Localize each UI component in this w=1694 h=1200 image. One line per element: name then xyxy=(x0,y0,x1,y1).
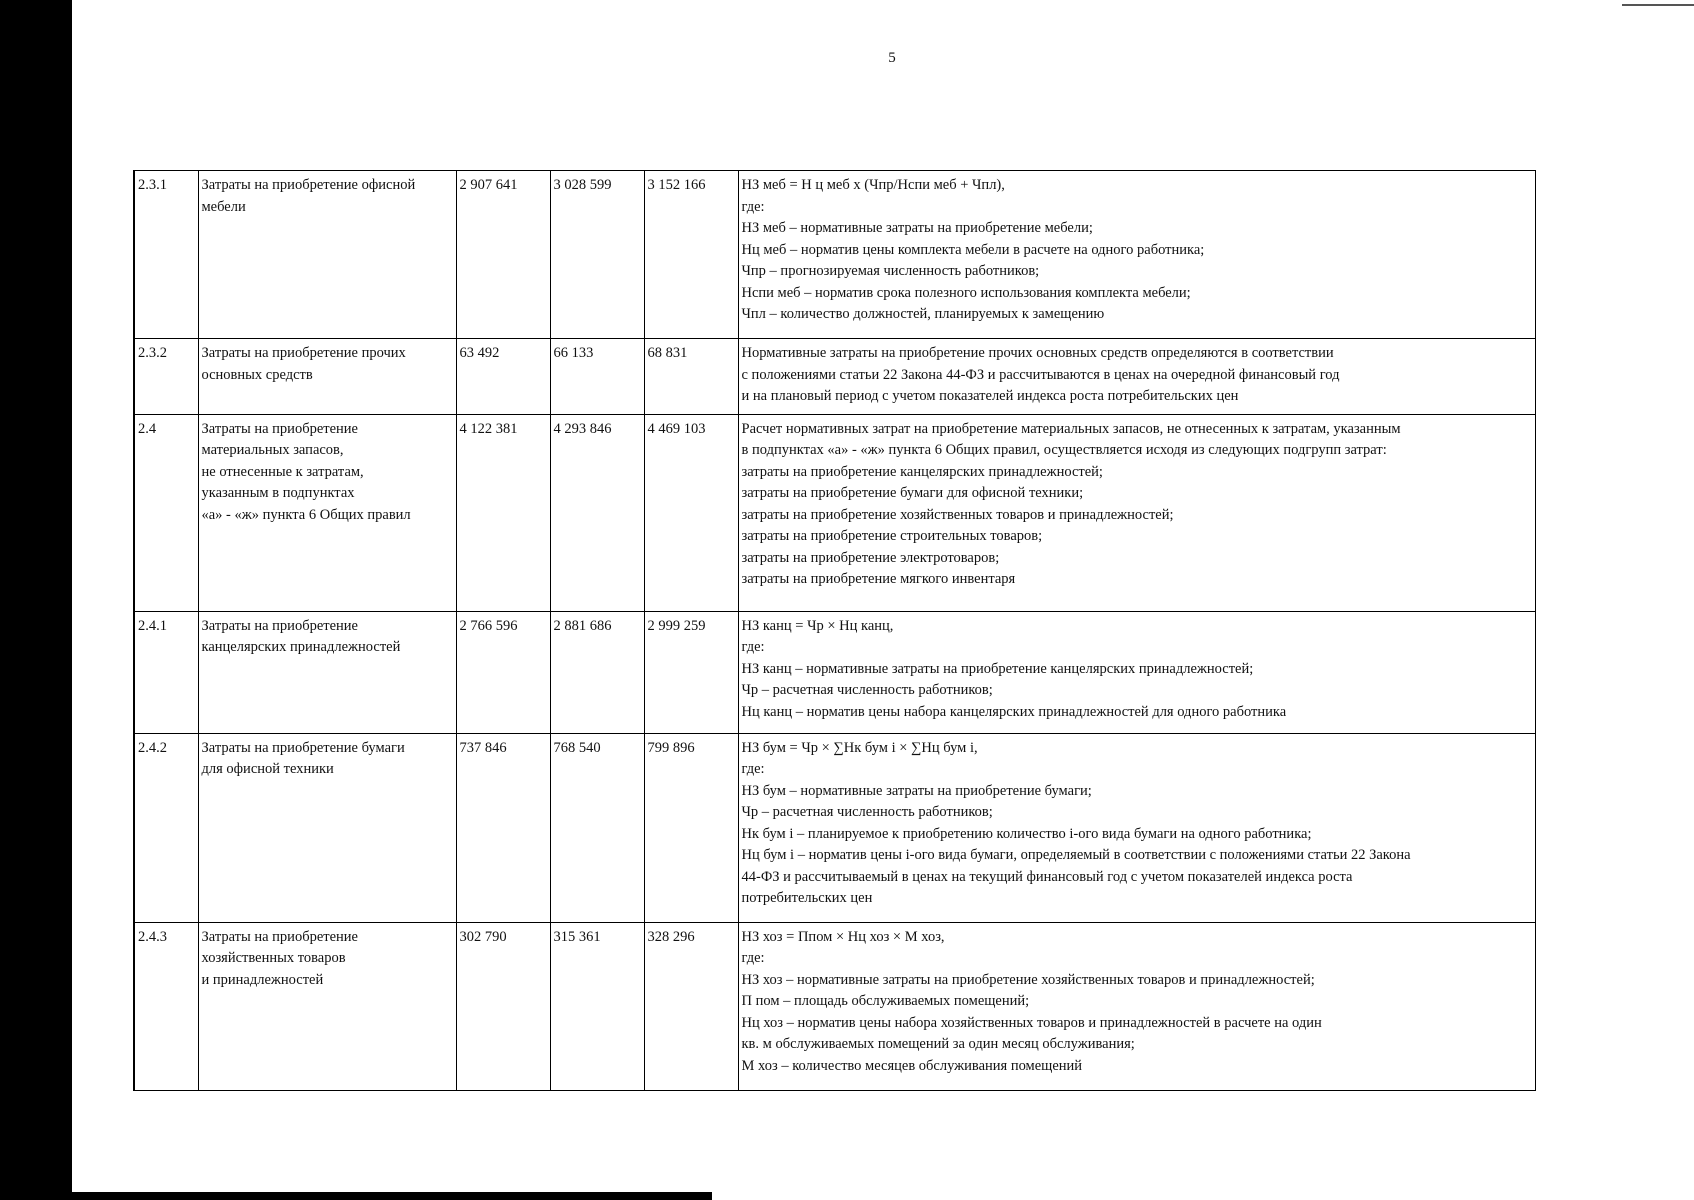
description-line: НЗ меб = Н ц меб х (Чпр/Нспи меб + Чпл), xyxy=(741,177,1005,193)
description-line: с положениями статьи 22 Закона 44-ФЗ и рассчитываются в ценах на очередной финансовый год xyxy=(741,366,1340,383)
item-name xyxy=(198,733,456,922)
calculation-description xyxy=(738,339,1535,415)
item-code: 2.4 xyxy=(134,414,198,611)
item-name xyxy=(198,414,456,611)
value-year-1: 4 122 381 xyxy=(456,414,550,611)
description-line: где: xyxy=(741,950,765,966)
description-line: НЗ канц – нормативные затраты на приобретение канцелярских принадлежностей; xyxy=(741,660,1254,677)
table-body xyxy=(134,171,1535,1091)
table-row xyxy=(134,611,1535,733)
description-line: НЗ хоз – нормативные затраты на приобретение хозяйственных товаров и принадлежностей; xyxy=(741,971,1315,988)
calculation-description xyxy=(738,171,1535,339)
value-year-1: 63 492 xyxy=(456,339,550,415)
value-year-2: 4 293 846 xyxy=(550,414,644,611)
item-code: 2.4.1 xyxy=(134,611,198,733)
description-line: 44-ФЗ и рассчитываемый в ценах на текущий финансовый год с учетом показателей индекса роста xyxy=(741,868,1353,885)
item-name-line: Затраты на приобретение бумаги xyxy=(201,739,405,756)
calculation-description xyxy=(738,414,1535,611)
item-name xyxy=(198,611,456,733)
cost-norms-table xyxy=(133,170,1536,1091)
description-line: где: xyxy=(741,761,765,777)
description-line: в подпунктах «а» - «ж» пункта 6 Общих правил, осуществляется исходя из следующих подгрупп затрат: xyxy=(741,442,1387,458)
item-name-line: для офисной техники xyxy=(201,761,334,777)
description-line: затраты на приобретение бумаги для офисной техники; xyxy=(741,485,1084,501)
item-name xyxy=(198,922,456,1090)
value-year-3: 3 152 166 xyxy=(644,171,738,339)
item-name-line: Затраты на приобретение xyxy=(201,928,358,945)
item-name-line: не отнесенные к затратам, xyxy=(201,463,364,480)
description-line: НЗ бум = Чр × ∑Нк бум i × ∑Нц бум i, xyxy=(741,739,978,756)
page-number: 5 xyxy=(888,50,896,66)
item-name-line: основных средств xyxy=(201,366,313,383)
value-year-1: 302 790 xyxy=(456,922,550,1090)
scan-border-left xyxy=(0,0,72,1200)
value-year-2: 768 540 xyxy=(550,733,644,922)
table-row xyxy=(134,922,1535,1090)
description-line: Расчет нормативных затрат на приобретение материальных запасов, не отнесенных к затратам, указанным xyxy=(741,420,1401,437)
description-line: НЗ канц = Чр × Нц канц, xyxy=(741,617,894,634)
description-line: затраты на приобретение электротоваров; xyxy=(741,549,1000,566)
item-name-line: указанным в подпунктах xyxy=(201,485,355,501)
item-name-line: Затраты на приобретение xyxy=(201,617,358,634)
value-year-3: 2 999 259 xyxy=(644,611,738,733)
table-row xyxy=(134,339,1535,415)
description-line: Нк бум i – планируемое к приобретению количество i-ого вида бумаги на одного работника; xyxy=(741,825,1312,842)
description-line: кв. м обслуживаемых помещений за один месяц обслуживания; xyxy=(741,1036,1135,1052)
description-line: затраты на приобретение мягкого инвентаря xyxy=(741,571,1016,587)
description-line: Нц хоз – норматив цены набора хозяйственных товаров и принадлежностей в расчете на один xyxy=(741,1014,1322,1031)
value-year-3: 328 296 xyxy=(644,922,738,1090)
calculation-description xyxy=(738,733,1535,922)
description-line: Нц меб – норматив цены комплекта мебели в расчете на одного работника; xyxy=(741,241,1205,258)
description-line: где: xyxy=(741,198,765,215)
description-line: затраты на приобретение канцелярских принадлежностей; xyxy=(741,463,1103,480)
description-line: где: xyxy=(741,639,765,655)
item-name-line: материальных запасов, xyxy=(201,442,344,458)
value-year-1: 2 907 641 xyxy=(456,171,550,339)
description-line: Чпр – прогнозируемая численность работников; xyxy=(741,263,1040,279)
description-line: М хоз – количество месяцев обслуживания помещений xyxy=(741,1057,1083,1074)
table-row xyxy=(134,733,1535,922)
item-code: 2.3.2 xyxy=(134,339,198,415)
item-name-line: канцелярских принадлежностей xyxy=(201,639,401,655)
value-year-2: 66 133 xyxy=(550,339,644,415)
value-year-1: 737 846 xyxy=(456,733,550,922)
description-line: П пом – площадь обслуживаемых помещений; xyxy=(741,993,1030,1009)
value-year-3: 68 831 xyxy=(644,339,738,415)
value-year-1: 2 766 596 xyxy=(456,611,550,733)
item-code: 2.3.1 xyxy=(134,171,198,339)
description-line: НЗ хоз = Ппом × Нц хоз × М хоз, xyxy=(741,928,945,945)
table-row xyxy=(134,171,1535,339)
item-name-line: мебели xyxy=(201,198,246,215)
value-year-3: 4 469 103 xyxy=(644,414,738,611)
description-line: Нспи меб – норматив срока полезного использования комплекта мебели; xyxy=(741,284,1191,301)
value-year-2: 315 361 xyxy=(550,922,644,1090)
description-line: Чр – расчетная численность работников; xyxy=(741,682,993,698)
calculation-description xyxy=(738,611,1535,733)
item-code: 2.4.3 xyxy=(134,922,198,1090)
item-name xyxy=(198,171,456,339)
description-line: Нормативные затраты на приобретение прочих основных средств определяются в соответствии xyxy=(741,345,1334,361)
scan-border-bottom xyxy=(72,1192,712,1200)
description-line: НЗ бум – нормативные затраты на приобретение бумаги; xyxy=(741,782,1092,799)
item-code: 2.4.2 xyxy=(134,733,198,922)
calculation-description xyxy=(738,922,1535,1090)
item-name xyxy=(198,339,456,415)
description-line: затраты на приобретение хозяйственных товаров и принадлежностей; xyxy=(741,506,1174,523)
description-line: затраты на приобретение строительных товаров; xyxy=(741,528,1043,544)
description-line: Чр – расчетная численность работников; xyxy=(741,804,993,820)
description-line: Чпл – количество должностей, планируемых к замещению xyxy=(741,306,1105,322)
item-name-line: Затраты на приобретение xyxy=(201,420,358,437)
value-year-2: 2 881 686 xyxy=(550,611,644,733)
description-line: Нц канц – норматив цены набора канцелярских принадлежностей для одного работника xyxy=(741,703,1287,720)
table-row xyxy=(134,414,1535,611)
description-line: НЗ меб – нормативные затраты на приобретение мебели; xyxy=(741,220,1093,236)
item-name-line: и принадлежностей xyxy=(201,971,324,988)
value-year-3: 799 896 xyxy=(644,733,738,922)
item-name-line: Затраты на приобретение офисной xyxy=(201,177,416,193)
description-line: Нц бум i – норматив цены i-ого вида бумаги, определяемый в соответствии с положениями статьи 22 Закона xyxy=(741,847,1411,863)
description-line: потребительских цен xyxy=(741,890,873,906)
description-line: и на плановый период с учетом показателей индекса роста потребительских цен xyxy=(741,388,1239,404)
value-year-2: 3 028 599 xyxy=(550,171,644,339)
scan-mark-top-right xyxy=(1622,4,1694,6)
item-name-line: Затраты на приобретение прочих xyxy=(201,345,406,361)
item-name-line: хозяйственных товаров xyxy=(201,950,346,966)
item-name-line: «а» - «ж» пункта 6 Общих правил xyxy=(201,506,411,523)
